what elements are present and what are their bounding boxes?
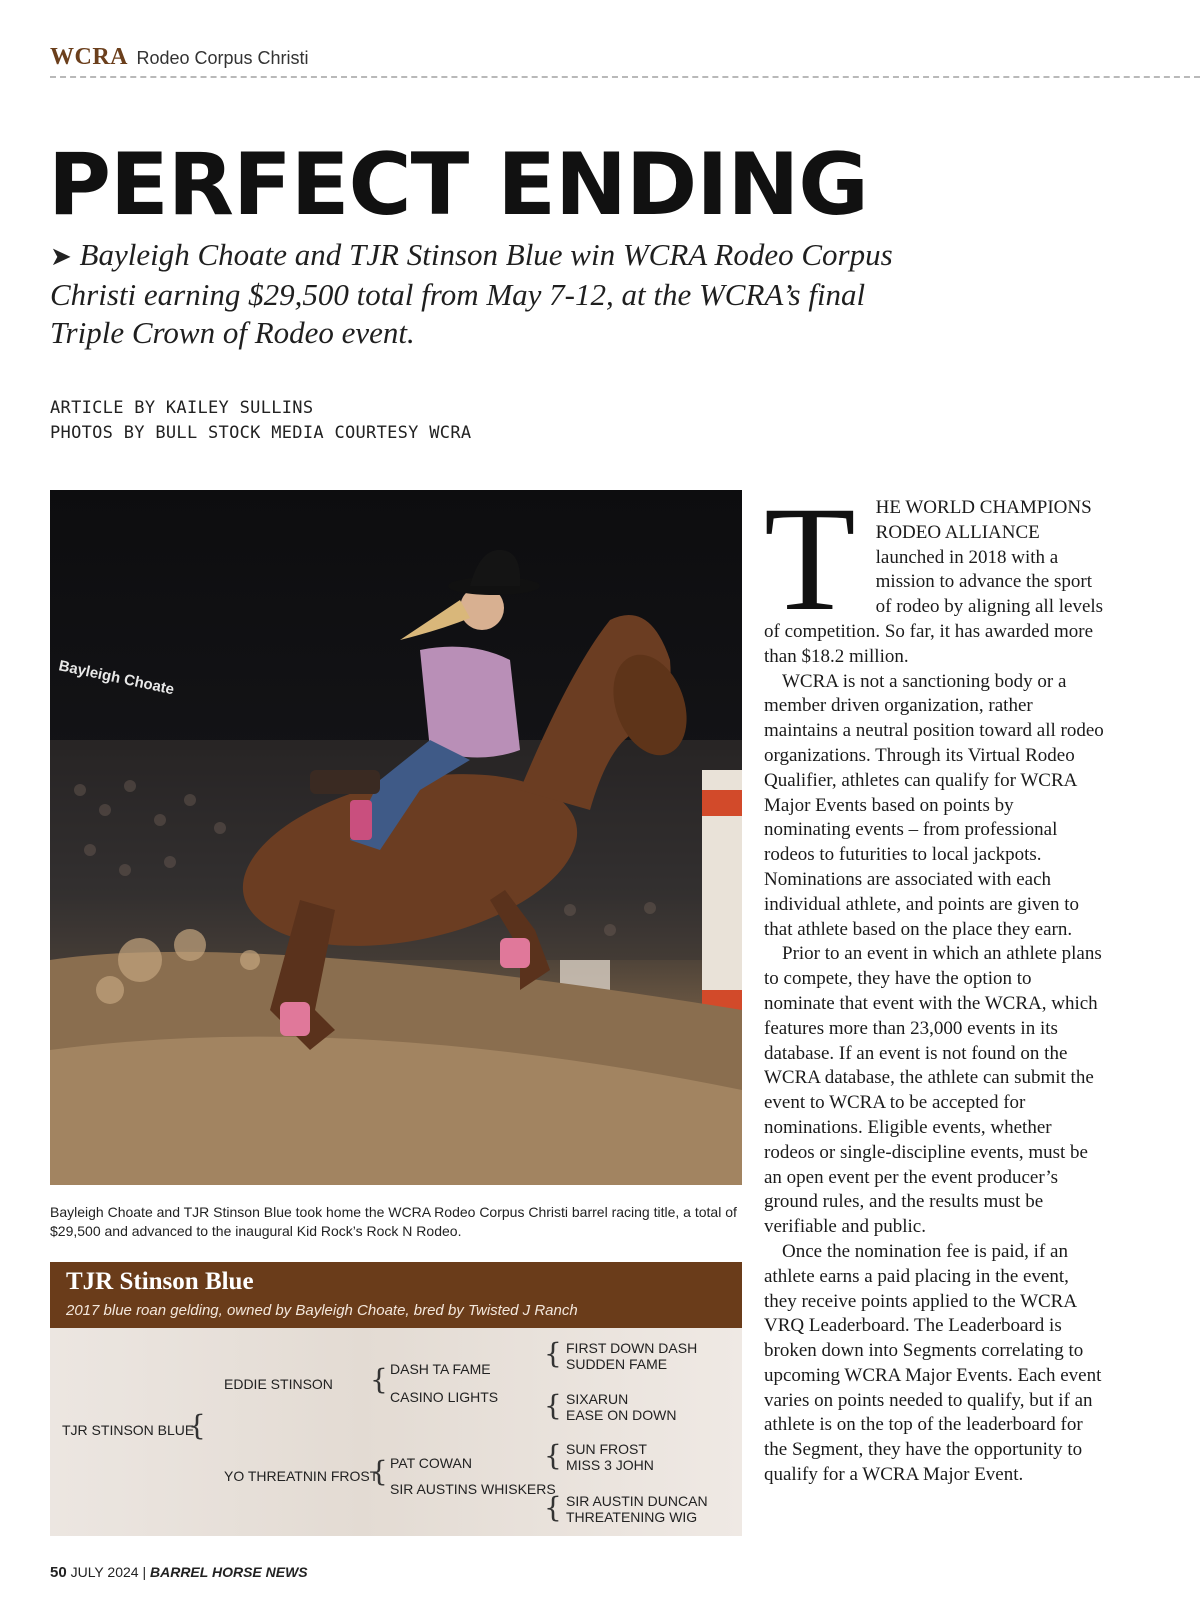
lead-photo bbox=[50, 490, 742, 1185]
brace-icon: { bbox=[544, 1491, 562, 1524]
pedigree-sire-dam: CASINO LIGHTS bbox=[390, 1389, 499, 1405]
credits bbox=[50, 396, 471, 446]
arena-sign: Bayleigh Choate bbox=[57, 657, 176, 699]
barrel-stripe-top bbox=[702, 790, 742, 816]
running-header bbox=[50, 44, 309, 74]
rider-hair bbox=[400, 600, 470, 640]
article-paragraph-2: WCRA is not a sanctioning body or a member driven organization, rather maintains a neutral position toward all rodeo organizations. Through its Virtual Rodeo Qualifier, athletes can qualify for WCRA Major Events based on points by nominating events – from professional rodeos to futurities to local jackpots. Nominations are associated with each individual athlete, and points are given to that athlete based on the place they earn. bbox=[764, 670, 1104, 940]
brace-icon: { bbox=[188, 1409, 206, 1442]
pedigree-subtitle: 2017 blue roan gelding, owned by Bayleigh Choate, bred by Twisted J Ranch bbox=[66, 1302, 578, 1319]
saddle-tapadero bbox=[350, 800, 372, 840]
brace-icon: { bbox=[370, 1363, 388, 1396]
pedigree-sire-sire: DASH TA FAME bbox=[390, 1361, 491, 1377]
pedigree-g6: MISS 3 JOHN bbox=[566, 1457, 654, 1473]
header-brand: WCRA bbox=[50, 44, 128, 70]
article-paragraph bbox=[764, 476, 1104, 670]
pedigree-dam: YO THREATNIN FROST bbox=[224, 1468, 379, 1484]
deck bbox=[50, 236, 910, 352]
pedigree-horse: TJR STINSON BLUE bbox=[62, 1422, 195, 1438]
article-paragraph-4: Once the nomination fee is paid, if an athlete earns a paid placing in the event, they receive points applied to the WCRA VRQ Leaderboard. The Leaderboard is broken down into Segments correlating to upcoming WCRA Major Events. Each event varies on points needed to qualify, but if an athlete is on the top of the leaderboard for the Segment, they have the opportunity to qualify for a WCRA Major Event. bbox=[764, 1240, 1102, 1486]
leg-boot-hind bbox=[280, 1002, 310, 1036]
brace-icon: { bbox=[544, 1439, 562, 1472]
leg-boot-front bbox=[500, 938, 530, 968]
photo-credit: PHOTOS BY BULL STOCK MEDIA COURTESY WCRA bbox=[50, 423, 472, 443]
pedigree-g3: SIXARUN bbox=[566, 1391, 629, 1407]
header-section: Rodeo Corpus Christi bbox=[136, 48, 309, 68]
pedigree-g1: FIRST DOWN DASH bbox=[566, 1340, 698, 1356]
header-divider bbox=[50, 76, 1200, 78]
brace-icon: { bbox=[370, 1455, 388, 1488]
publication-name: BARREL HORSE NEWS bbox=[149, 1564, 308, 1580]
pedigree-g7: SIR AUSTIN DUNCAN bbox=[566, 1493, 708, 1509]
pedigree-g4: EASE ON DOWN bbox=[566, 1407, 677, 1423]
pedigree-dam-dam: SIR AUSTINS WHISKERS bbox=[390, 1481, 556, 1497]
pedigree-g5: SUN FROST bbox=[566, 1441, 647, 1457]
photo-caption: Bayleigh Choate and TJR Stinson Blue took home the WCRA Rodeo Corpus Christi barrel racing title, a total of $29,500 and advanced to the inaugural Kid Rock’s Rock N Rodeo. bbox=[50, 1204, 737, 1239]
page-number: 50 bbox=[50, 1564, 67, 1581]
pedigree-box bbox=[50, 1262, 742, 1536]
drop-cap: T bbox=[764, 476, 856, 642]
page-footer bbox=[50, 1564, 308, 1581]
issue-date: JULY 2024 bbox=[70, 1564, 139, 1580]
pedigree-title: TJR Stinson Blue bbox=[66, 1268, 254, 1295]
pedigree-chart bbox=[50, 1328, 742, 1536]
pedigree-g2: SUDDEN FAME bbox=[566, 1356, 668, 1372]
article-byline: ARTICLE BY KAILEY SULLINS bbox=[50, 398, 314, 418]
rider-hat-crown bbox=[470, 550, 520, 586]
deck-text: Bayleigh Choate and TJR Stinson Blue win WCRA Rodeo Corpus Christi earning $29,500 total from May 7-12, at the WCRA’s final Triple Crown of Rodeo event. bbox=[50, 237, 893, 350]
article-body bbox=[764, 476, 1104, 1488]
pedigree-header bbox=[50, 1262, 742, 1328]
pedigree-sire: EDDIE STINSON bbox=[224, 1376, 333, 1392]
brace-icon: { bbox=[544, 1337, 562, 1370]
footer-separator: | bbox=[142, 1564, 147, 1580]
saddle bbox=[310, 770, 380, 794]
article-paragraph-3: Prior to an event in which an athlete plans to compete, they have the option to nominate that event with the WCRA, which features more than 23,000 events in its database. If an event is not found on the WCRA database, the athlete can submit the event to WCRA to be accepted for nominations. Eligible events, whether rodeos or single-discipline events, must be an open event per the event producer’s ground rules, and the results must be verifiable and public. bbox=[764, 943, 1102, 1238]
barrel-racer-illustration bbox=[50, 490, 742, 1185]
rider-shirt bbox=[420, 647, 520, 758]
pedigree-g8: THREATENING WIG bbox=[566, 1509, 698, 1525]
deck-arrow-icon: ➤ bbox=[50, 242, 72, 271]
headline: PERFECT ENDING bbox=[48, 135, 868, 235]
brace-icon: { bbox=[544, 1389, 562, 1422]
pedigree-dam-sire: PAT COWAN bbox=[390, 1455, 472, 1471]
article-paragraph-1: HE WORLD CHAMPIONS RODEO ALLIANCE launched in 2018 with a mission to advance the sport of rodeo by aligning all levels of competition. So far, it has awarded more than $18.2 million. bbox=[764, 497, 1104, 667]
